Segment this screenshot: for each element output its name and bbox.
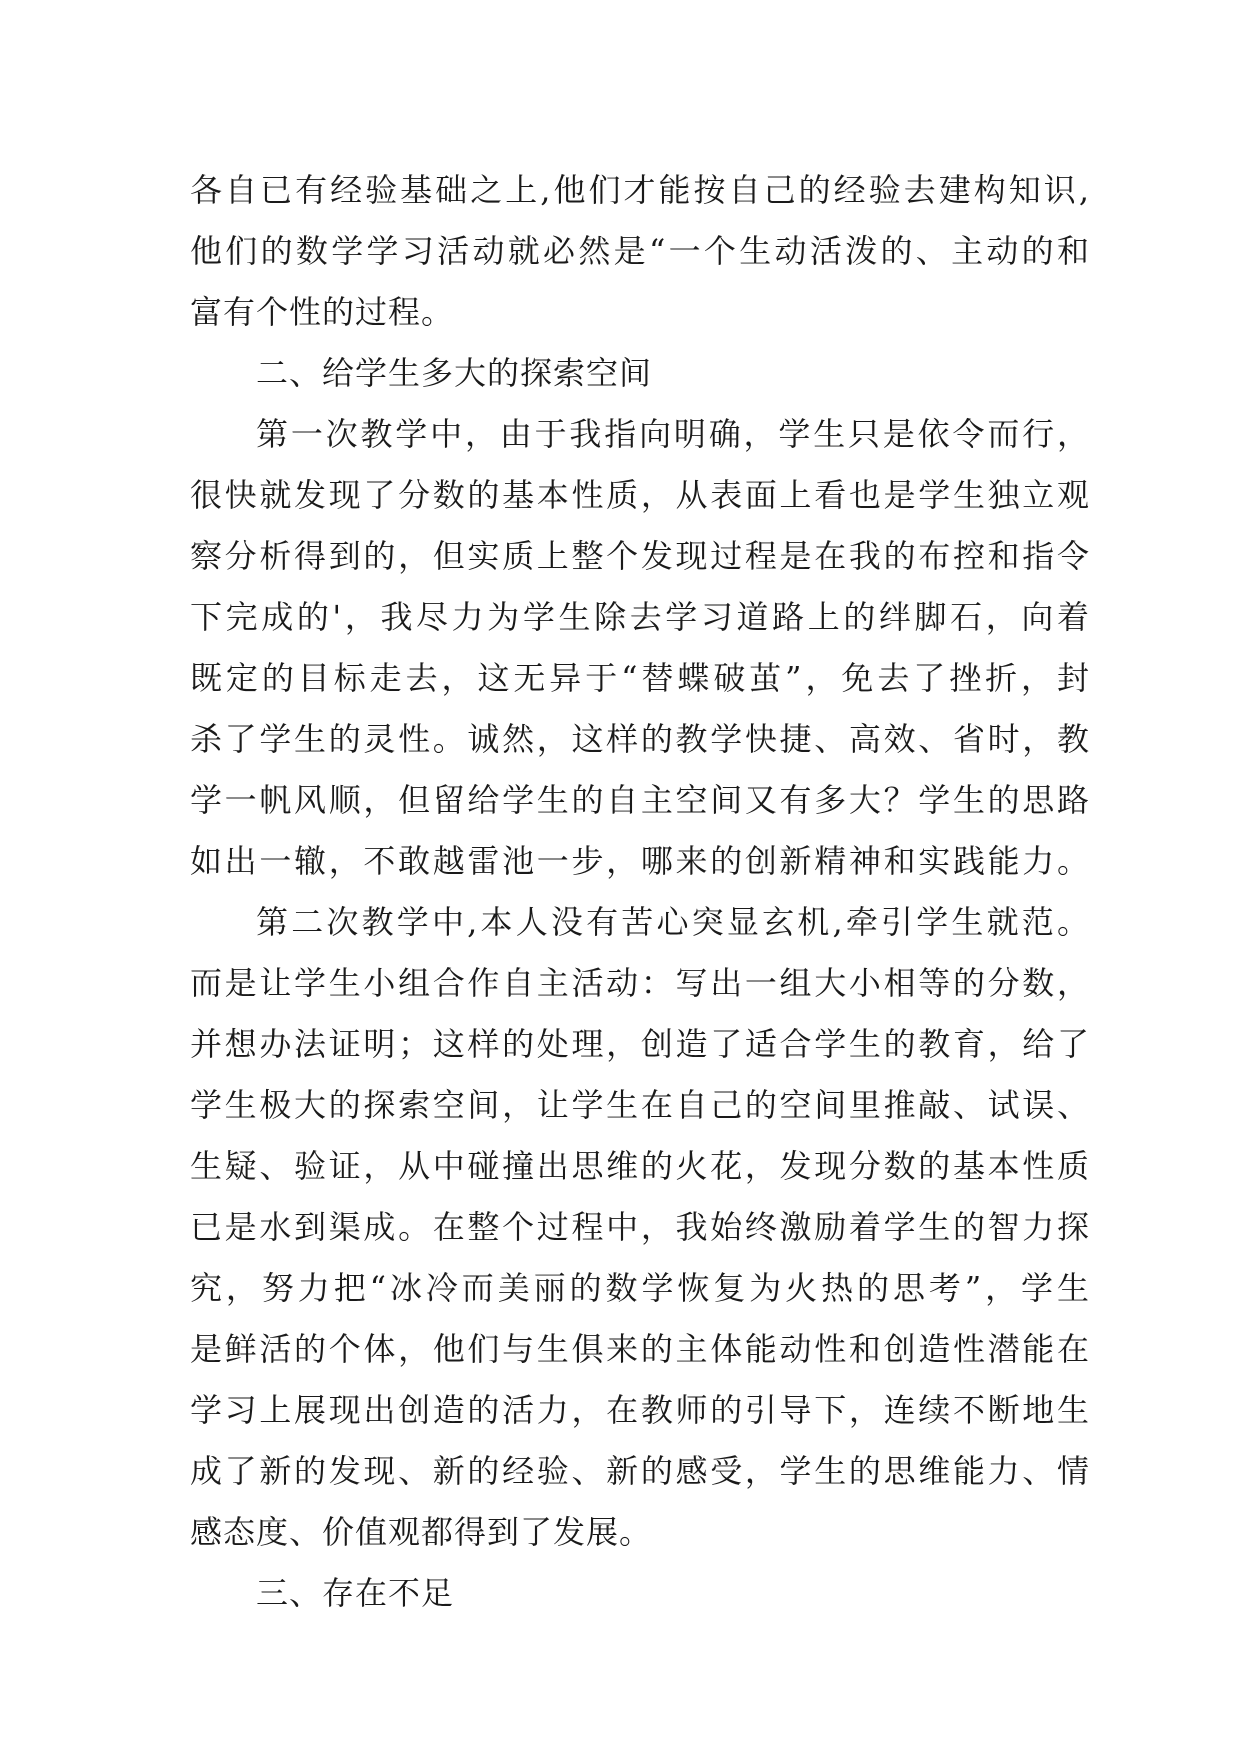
- text-line: 并想办法证明；这样的处理，创造了适合学生的教育，给了: [190, 1025, 1090, 1063]
- text-line: 学一帆风顺，但留给学生的自主空间又有多大？学生的思路: [190, 781, 1090, 819]
- text-line: 已是水到渠成。在整个过程中，我始终激励着学生的智力探: [190, 1208, 1090, 1246]
- text-line: 如出一辙，不敢越雷池一步，哪来的创新精神和实践能力。: [190, 842, 1090, 880]
- text-line: 学习上展现出创造的活力，在教师的引导下，连续不断地生: [190, 1391, 1090, 1429]
- text-line: 下完成的'，我尽力为学生除去学习道路上的绊脚石，向着: [190, 598, 1090, 636]
- text-line: 是鲜活的个体，他们与生俱来的主体能动性和创造性潜能在: [190, 1330, 1090, 1368]
- text-line: 而是让学生小组合作自主活动：写出一组大小相等的分数，: [190, 964, 1090, 1002]
- section-heading: 二、给学生多大的探索空间: [256, 354, 653, 392]
- text-line: 学生极大的探索空间，让学生在自己的空间里推敲、试误、: [190, 1086, 1090, 1124]
- text-line: 他们的数学学习活动就必然是“一个生动活泼的、主动的和: [190, 232, 1090, 270]
- text-line: 察分析得到的，但实质上整个发现过程是在我的布控和指令: [190, 537, 1090, 575]
- text-line: 各自已有经验基础之上,他们才能按自己的经验去建构知识,: [190, 171, 1090, 209]
- text-line: 杀了学生的灵性。诚然，这样的教学快捷、高效、省时，教: [190, 720, 1090, 758]
- text-line: 究，努力把“冰冷而美丽的数学恢复为火热的思考”，学生: [190, 1269, 1090, 1307]
- section-heading: 三、存在不足: [256, 1574, 455, 1612]
- text-line: 第一次教学中，由于我指向明确，学生只是依令而行，: [256, 415, 1090, 453]
- text-line: 第二次教学中,本人没有苦心突显玄机,牵引学生就范。: [256, 903, 1090, 941]
- text-line: 很快就发现了分数的基本性质，从表面上看也是学生独立观: [190, 476, 1090, 514]
- body-text: [190, 160, 1090, 1624]
- text-line: 富有个性的过程。: [190, 293, 455, 331]
- text-line: 生疑、验证，从中碰撞出思维的火花，发现分数的基本性质: [190, 1147, 1090, 1185]
- text-line: 成了新的发现、新的经验、新的感受，学生的思维能力、情: [190, 1452, 1090, 1490]
- text-line: 感态度、价值观都得到了发展。: [190, 1513, 653, 1551]
- text-line: 既定的目标走去，这无异于“替蝶破茧”，免去了挫折，封: [190, 659, 1090, 697]
